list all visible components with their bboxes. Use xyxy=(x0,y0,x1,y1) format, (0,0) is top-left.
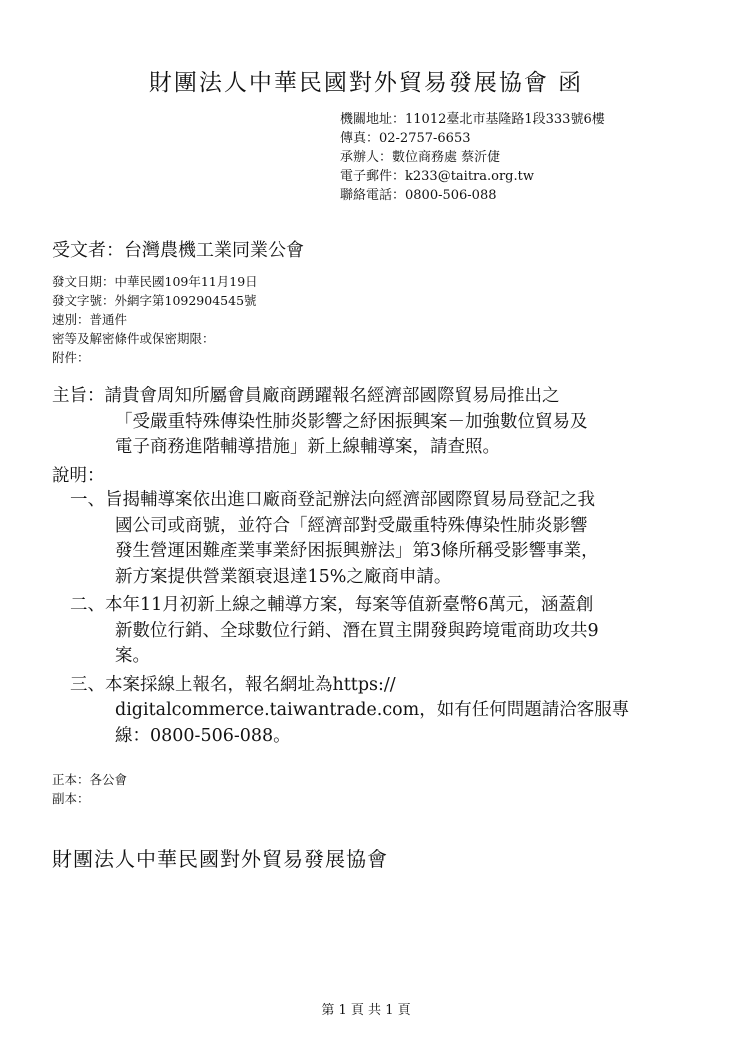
attachments: 附件： xyxy=(52,350,90,365)
explanation-line: 三、本案採線上報名，報名網址為https:// xyxy=(70,674,396,695)
explanation-item xyxy=(70,673,700,750)
document-number: 發文字號：外網字第1092904545號 xyxy=(52,293,257,308)
signature: 財團法人中華民國對外貿易發展協會 xyxy=(52,847,388,871)
explanation-line: 新數位行銷、全球數位行銷、潛在買主開發與跨境電商助攻共9 xyxy=(115,620,599,641)
explanation-item xyxy=(70,593,700,670)
contact-block xyxy=(340,110,605,205)
document-title: 財團法人中華民國對外貿易發展協會 函 xyxy=(148,70,584,96)
contact-handler: 承辦人：數位商務處 蔡沂倢 xyxy=(340,150,501,165)
copy-recipient: 副本： xyxy=(52,791,90,806)
page-number: 第 1 頁 共 1 頁 xyxy=(321,1003,411,1018)
subject-line: 電子商務進階輔導措施」新上線輔導案，請查照。 xyxy=(115,437,500,457)
contact-email: 電子郵件：k233@taitra.org.tw xyxy=(340,169,534,184)
document-meta xyxy=(52,272,258,367)
explanation-line: 發生營運困難產業事業紓困振興辦法」第3條所稱受影響事業， xyxy=(115,541,599,561)
explanation-line: 一、旨揭輔導案依出進口廠商登記辦法向經濟部國際貿易局登記之我 xyxy=(70,490,595,510)
subject-section xyxy=(52,384,692,461)
contact-address: 機關地址：11012臺北市基隆路1段333號6樓 xyxy=(340,112,605,127)
explanation-heading: 說明： xyxy=(52,466,105,486)
explanation-line: digitalcommerce.taiwantrade.com，如有任何問題請洽客服專 xyxy=(115,700,630,720)
subject-line: 主旨：請貴會周知所屬會員廠商踴躍報名經濟部國際貿易局推出之 xyxy=(52,386,560,406)
original-recipient: 正本：各公會 xyxy=(52,772,128,787)
explanation-line: 新方案提供營業額衰退達15%之廠商申請。 xyxy=(115,566,452,587)
explanation-line: 國公司或商號，並符合「經濟部對受嚴重特殊傳染性肺炎影響 xyxy=(115,515,588,536)
issue-date: 發文日期：中華民國109年11月19日 xyxy=(52,274,258,289)
explanation-item xyxy=(70,488,700,590)
secrecy-level: 密等及解密條件或保密期限： xyxy=(52,331,215,346)
contact-phone: 聯絡電話：0800-506-088 xyxy=(340,188,497,203)
subject-line: 「受嚴重特殊傳染性肺炎影響之紓困振興案－加強數位貿易及 xyxy=(115,411,588,432)
explanation-line: 二、本年11月初新上線之輔導方案，每案等值新臺幣6萬元，涵蓋創 xyxy=(70,595,594,615)
recipient: 受文者：台灣農機工業同業公會 xyxy=(52,240,304,261)
distribution-block xyxy=(52,770,127,808)
contact-fax: 傳真：02-2757-6653 xyxy=(340,131,471,146)
explanation-list xyxy=(70,488,700,752)
explanation-line: 案。 xyxy=(115,646,150,666)
explanation-line: 線：0800-506-088。 xyxy=(115,725,291,746)
delivery-speed: 速別：普通件 xyxy=(52,312,128,327)
